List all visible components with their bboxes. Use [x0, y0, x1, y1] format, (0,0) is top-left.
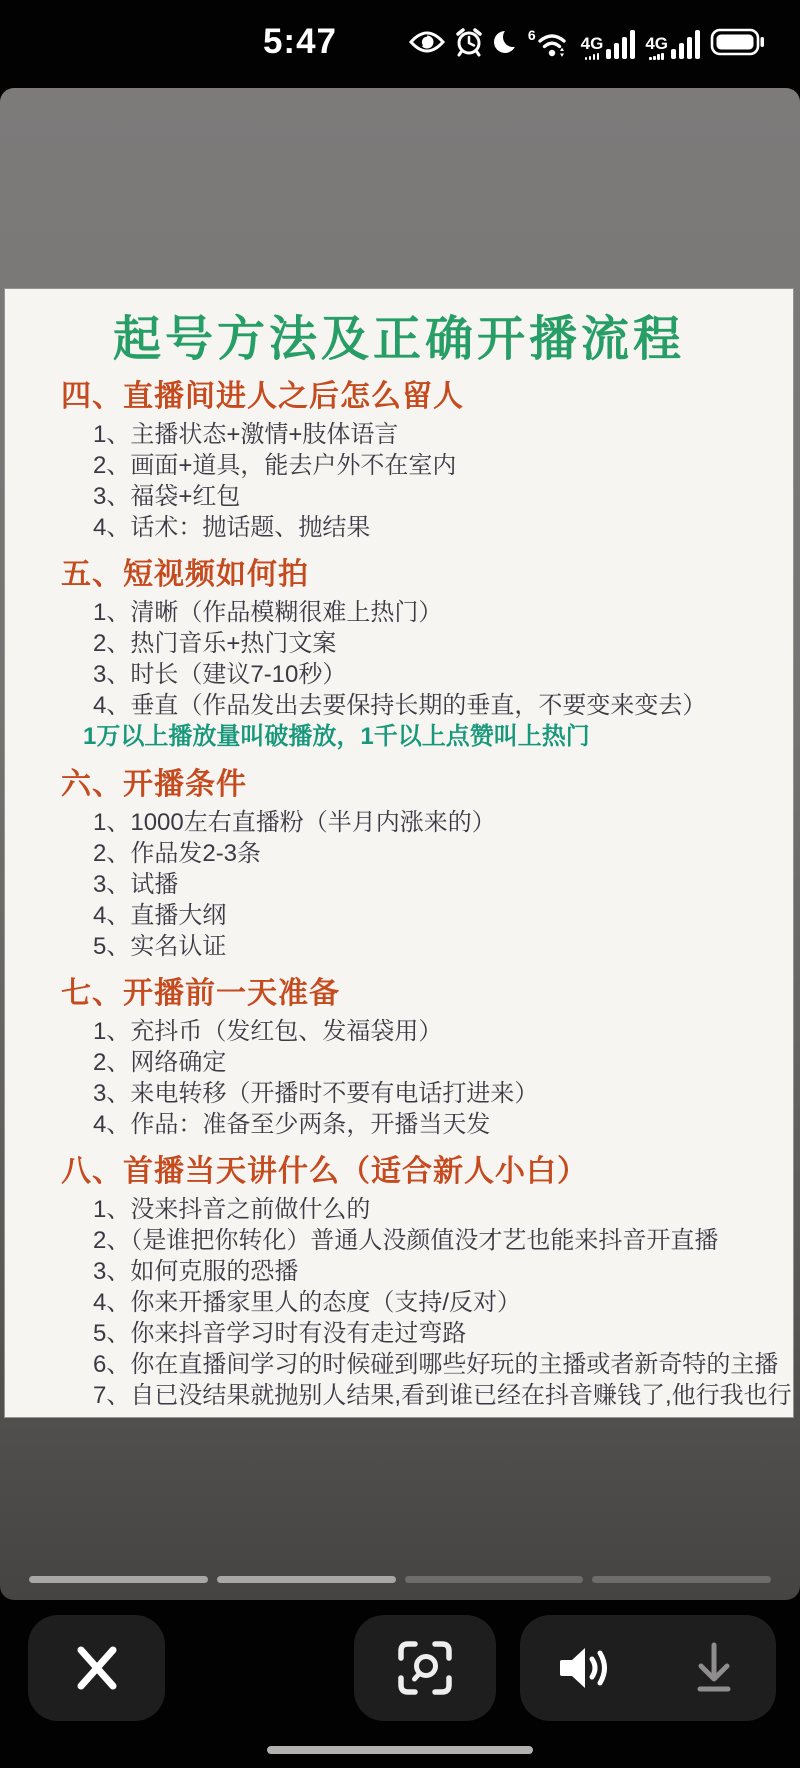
sim2-mini-bars	[649, 53, 664, 61]
list-item: 4、作品：准备至少两条，开播当天发	[93, 1111, 491, 1138]
list-item: 3、时长（建议7-10秒）	[93, 661, 347, 688]
download-button[interactable]	[687, 1639, 741, 1697]
pager-segment	[217, 1576, 396, 1583]
signal-bars-icon	[645, 28, 701, 60]
list-item: 2、画面+道具，能去户外不在室内	[93, 452, 457, 479]
list-item: 2、热门音乐+热门文案	[93, 630, 337, 657]
moon-icon	[493, 28, 519, 61]
sim1-network-label: 4G	[580, 33, 604, 53]
section-heading: 八、首播当天讲什么（适合新人小白）	[61, 1155, 588, 1188]
wifi-icon	[528, 29, 572, 59]
clock-time: 5:47	[262, 22, 338, 61]
document-sections	[5, 375, 793, 1411]
list-item: 3、如何克服的恐播	[93, 1258, 299, 1285]
pager-progress	[29, 1576, 771, 1583]
section-heading: 四、直播间进人之后怎么留人	[61, 380, 464, 413]
list-item: 3、福袋+红包	[93, 483, 241, 510]
close-button[interactable]	[28, 1615, 165, 1721]
eye-icon	[409, 29, 445, 60]
image-viewer-backdrop	[0, 88, 800, 1600]
sim2-network-label: 4G	[645, 33, 668, 53]
list-item: 1、充抖币（发红包、发福袋用）	[93, 1018, 443, 1045]
section-heading: 六、开播条件	[61, 768, 247, 801]
list-item: 2、网络确定	[93, 1049, 227, 1076]
battery-icon	[710, 27, 766, 62]
list-item: 7、自已没结果就抛别人结果,看到谁已经在抖音赚钱了,他行我也行	[93, 1382, 792, 1409]
pager-segment	[592, 1576, 771, 1583]
pager-segment	[405, 1576, 584, 1583]
list-item: 1、主播状态+激情+肢体语言	[93, 421, 399, 448]
section-heading: 七、开播前一天准备	[61, 977, 340, 1010]
list-item: 1、没来抖音之前做什么的	[93, 1196, 371, 1223]
scan-image-button[interactable]	[354, 1615, 496, 1721]
speaker-button[interactable]	[555, 1642, 617, 1694]
document-title: 起号方法及正确开播流程	[112, 313, 685, 366]
status-icon-cluster	[409, 0, 766, 88]
list-item: 4、垂直（作品发出去要保持长期的垂直，不要变来变去）	[93, 692, 707, 719]
list-item: 6、你在直播间学习的时候碰到哪些好玩的主播或者新奇特的主播	[93, 1351, 779, 1378]
scan-search-icon	[394, 1637, 456, 1699]
pager-segment	[29, 1576, 208, 1583]
list-item: 5、实名认证	[93, 933, 227, 960]
audio-download-button-group	[520, 1615, 776, 1721]
alarm-icon	[454, 27, 484, 62]
sim1-mini-bars	[585, 53, 600, 61]
list-item: 2、作品发2-3条	[93, 840, 262, 867]
list-item: 4、话术：抛话题、抛结果	[93, 514, 371, 541]
list-item: 5、你来抖音学习时有没有走过弯路	[93, 1320, 467, 1347]
list-item: 1、清晰（作品模糊很难上热门）	[93, 599, 443, 626]
list-item: 3、来电转移（开播时不要有电话打进来）	[93, 1080, 539, 1107]
list-item: 1、1000左右直播粉（半月内涨来的）	[93, 809, 496, 836]
signal-bars-icon	[581, 28, 637, 60]
list-item: 2、（是谁把你转化）普通人没颜值没才艺也能来抖音开直播	[93, 1227, 719, 1254]
status-bar	[0, 0, 800, 88]
list-item: 3、试播	[93, 871, 179, 898]
photo-document	[4, 288, 794, 1418]
wifi-generation-label: 6	[527, 27, 536, 43]
section-heading: 五、短视频如何拍	[61, 558, 309, 591]
list-item: 4、你来开播家里人的态度（支持/反对）	[93, 1289, 522, 1316]
home-indicator[interactable]	[267, 1746, 533, 1754]
list-item: 4、直播大纲	[93, 902, 227, 929]
highlight-note: 1万以上播放量叫破播放，1千以上点赞叫上热门	[83, 723, 590, 750]
close-icon	[68, 1639, 126, 1697]
